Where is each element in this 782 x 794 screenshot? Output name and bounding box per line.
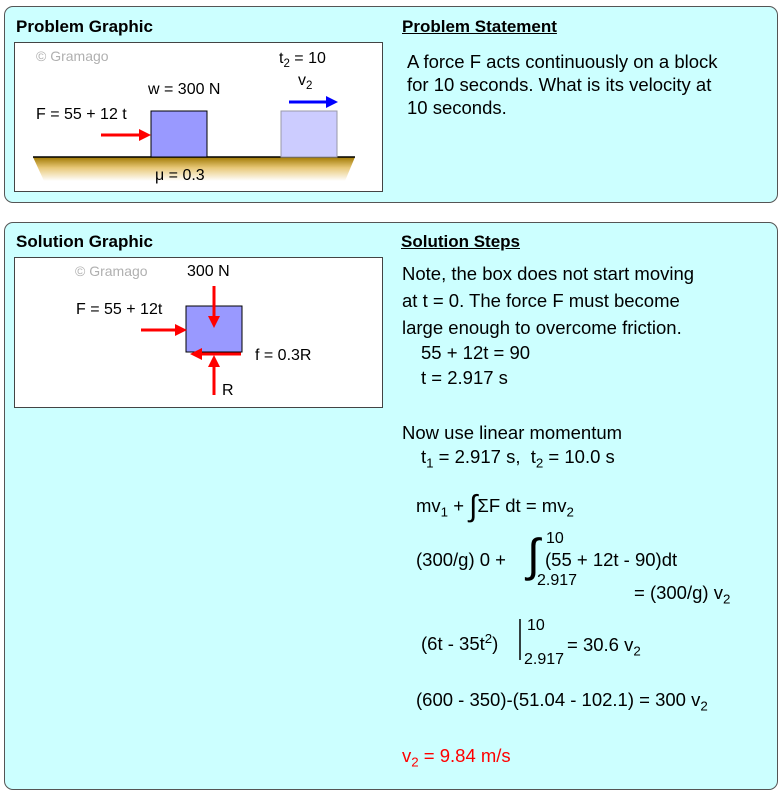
final-equation: (600 - 350)-(51.04 - 102.1) = 300 $v_2$ (416, 689, 708, 714)
eval-lower: 2.917 (524, 651, 565, 668)
eval-lhs: $(6t - 35t^2)$ (421, 631, 499, 655)
eval-upper: 10 (527, 617, 545, 634)
weight-300-label: 300 N (187, 263, 230, 280)
statement-line-3: 10 seconds. (407, 97, 507, 118)
times-line: $t_1 = 2.917$ s, $t_2 = 10.0$ s (421, 446, 615, 471)
equation-1: 55 + 12t = 90 (421, 342, 531, 363)
applied-force-arrow (141, 324, 187, 336)
note-line-3: large enough to overcome friction. (402, 317, 682, 338)
integral-upper: 10 (546, 530, 564, 547)
note-line-1: Note, the box does not start moving (402, 263, 695, 284)
problem-graphic-title: Problem Graphic (16, 17, 153, 36)
note-line-2: at t = 0. The force F must become (402, 290, 680, 311)
problem-graphic (14, 42, 383, 192)
integral-body: (55 + 12t - 90)dt (545, 549, 678, 570)
block (151, 111, 207, 157)
integral-lower: 2.917 (537, 572, 578, 589)
integral-rhs: = (300/g) $v_2$ (634, 582, 731, 607)
normal-arrow (208, 355, 220, 395)
force-label: F = 55 + 12 t (36, 106, 127, 123)
ghost-block (281, 111, 337, 157)
friction-label: f = 0.3R (255, 347, 312, 364)
momentum-line: Now use linear momentum (402, 422, 623, 443)
answer: $v_2 = 9.84$ m/s (402, 745, 511, 770)
solution-graphic-title: Solution Graphic (16, 232, 153, 251)
force-arrow (101, 129, 151, 141)
equation-2: t = 2.917 s (421, 367, 508, 388)
impulse-equation: $mv_1 + \int\Sigma F$ dt = $mv_2$ (416, 490, 574, 523)
solution-copyright: © Gramago (75, 263, 148, 279)
normal-label: R (222, 382, 234, 399)
velocity-arrow (289, 96, 338, 108)
velocity-label: $v_2$ (298, 72, 313, 93)
problem-statement-title: Problem Statement (402, 17, 557, 36)
fbd-force-label: F = 55 + 12t (76, 301, 163, 318)
weight-label: w = 300 N (148, 81, 221, 98)
mu-label: μ = 0.3 (155, 167, 205, 184)
solution-steps-title: Solution Steps (401, 232, 520, 251)
problem-copyright: © Gramago (36, 48, 109, 64)
integral-lhs: (300/g) 0 + (416, 549, 506, 570)
statement-line-1: A force F acts continuously on a block (407, 51, 718, 72)
eval-rhs: = 30.6 $v_2$ (567, 634, 641, 659)
statement-line-2: for 10 seconds. What is its velocity at (407, 74, 712, 95)
solution-graphic (14, 257, 383, 408)
time-label: $t_2 = 10$ (279, 50, 326, 71)
integral-sign: ∫ (527, 529, 540, 581)
